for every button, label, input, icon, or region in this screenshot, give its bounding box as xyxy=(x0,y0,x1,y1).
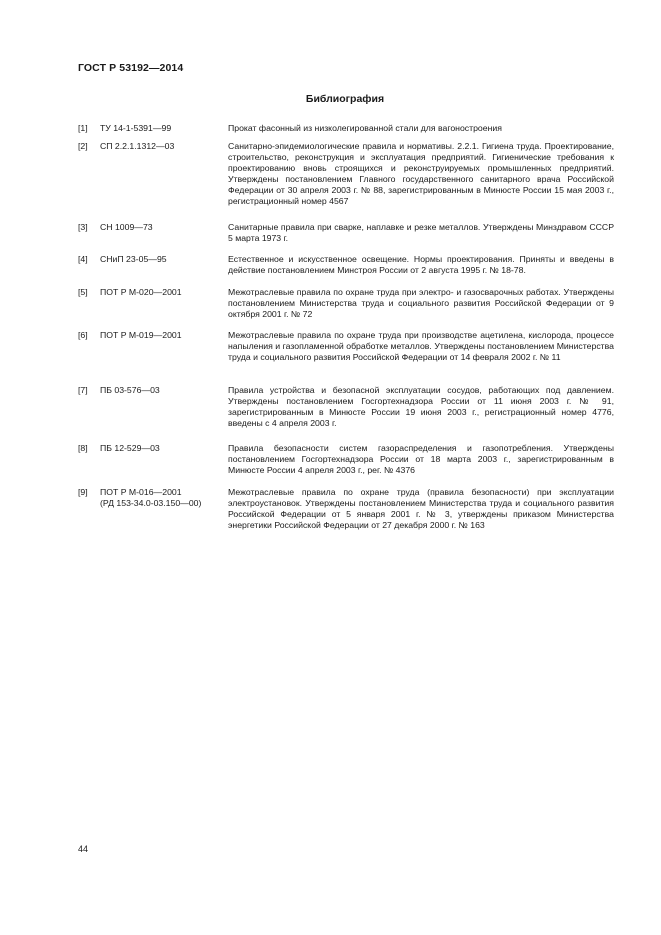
entry-code-line: (РД 153-34.0-03.150—00) xyxy=(100,498,202,508)
entry-code-line: СН 1009—73 xyxy=(100,222,153,232)
bibliography-entry-9 xyxy=(78,487,614,531)
entry-code xyxy=(100,123,232,134)
entry-number: [5] xyxy=(78,287,88,297)
entry-number: [7] xyxy=(78,385,88,395)
entry-code-line: ПОТ Р М-019—2001 xyxy=(100,330,182,340)
bibliography-entry-5 xyxy=(78,287,614,320)
entry-code-line: ПБ 03-576—03 xyxy=(100,385,160,395)
section-title: Библиография xyxy=(305,93,385,105)
entry-description: Санитарные правила при сварке, наплавке и резке металлов. Утверждены Минздравом СССР 5 марта 1973 г. xyxy=(228,222,614,243)
entry-description: Естественное и искусственное освещение. Нормы проектирования. Приняты и введены в действие постановлением Минстроя России от 2 августа 1995 г. № 18-78. xyxy=(228,254,614,275)
entry-description: Межотраслевые правила по охране труда при электро- и газосварочных работах. Утверждены постановлением Министерства труда и социального развития Российской Федерации от 9 октября 2001 г. № 72 xyxy=(228,287,614,319)
entry-code xyxy=(100,287,232,298)
entry-number: [4] xyxy=(78,254,88,264)
bibliography-entry-2 xyxy=(78,141,614,207)
entry-code xyxy=(100,254,232,265)
entry-number: [1] xyxy=(78,123,88,133)
entry-code xyxy=(100,443,232,454)
entry-description: Межотраслевые правила по охране труда при производстве ацетилена, кислорода, процессе напыления и газопламенной обработке металлов. Утверждены постановлением Министерства труда и социального развития Российской Федерации от 14 февраля 2002 г. № 11 xyxy=(228,330,614,362)
entry-code xyxy=(100,385,232,396)
entry-code-line: ПОТ Р М-016—2001 xyxy=(100,487,182,497)
entry-code-line: ТУ 14-1-5391—99 xyxy=(100,123,172,133)
entry-code-line: ПОТ Р М-020—2001 xyxy=(100,287,182,297)
entry-description: Санитарно-эпидемиологические правила и нормативы. 2.2.1. Гигиена труда. Проектирование, строительство, реконструкция и эксплуатация предприятий. Гигиенические требования к проектированию вновь строящихся и реконструируемых промышленных предприятий. Утверждены постановлением Главного государственного санитарного врача Российской Федерации от 30 апреля 2003 г. № 88, зарегистрированным в Минюсте России 15 мая 2003 г., регистрационный номер 4567 xyxy=(228,141,614,206)
entry-number: [3] xyxy=(78,222,88,232)
entry-number: [9] xyxy=(78,487,88,497)
bibliography-entry-8 xyxy=(78,443,614,476)
document-header-id: ГОСТ Р 53192—2014 xyxy=(78,62,184,74)
entry-description: Правила безопасности систем газораспределения и газопотребления. Утверждены постановлением Госгортехнадзора России от 18 марта 2003 г., зарегистрированным в Минюсте России 4 апреля 2003 г., рег. № 4376 xyxy=(228,443,614,475)
entry-code-line: СНиП 23-05—95 xyxy=(100,254,167,264)
bibliography-entry-1 xyxy=(78,123,614,134)
entry-number: [8] xyxy=(78,443,88,453)
entry-code xyxy=(100,222,232,233)
entry-number: [6] xyxy=(78,330,88,340)
bibliography-entry-4 xyxy=(78,254,614,276)
bibliography-entry-7 xyxy=(78,385,614,429)
bibliography-entry-6 xyxy=(78,330,614,363)
entry-code xyxy=(100,330,232,341)
entry-code-line: ПБ 12-529—03 xyxy=(100,443,160,453)
entry-code xyxy=(100,487,232,509)
entry-code xyxy=(100,141,232,152)
entry-description: Правила устройства и безопасной эксплуатации сосудов, работающих под давлением. Утверждены постановлением Госгортехнадзора России от 11 июня 2003 г. № 91, зарегистрированным в Минюсте России 19 июня 2003 г., регистрационный номер 4776, введены с 4 апреля 2003 г. xyxy=(228,385,614,428)
page-number: 44 xyxy=(78,844,89,854)
entry-description: Межотраслевые правила по охране труда (правила безопасности) при эксплуатации электроустановок. Утверждены постановлением Министерства труда и социального развития Российской Федерации от 5 января 2001 г. № 3, утверждены приказом Министерства энергетики Российской Федерации от 27 декабря 2000 г. № 163 xyxy=(228,487,614,530)
entry-code-line: СП 2.2.1.1312—03 xyxy=(100,141,175,151)
bibliography-entry-3 xyxy=(78,222,614,244)
entry-number: [2] xyxy=(78,141,88,151)
entry-description: Прокат фасонный из низколегированной стали для вагоностроения xyxy=(228,123,502,133)
